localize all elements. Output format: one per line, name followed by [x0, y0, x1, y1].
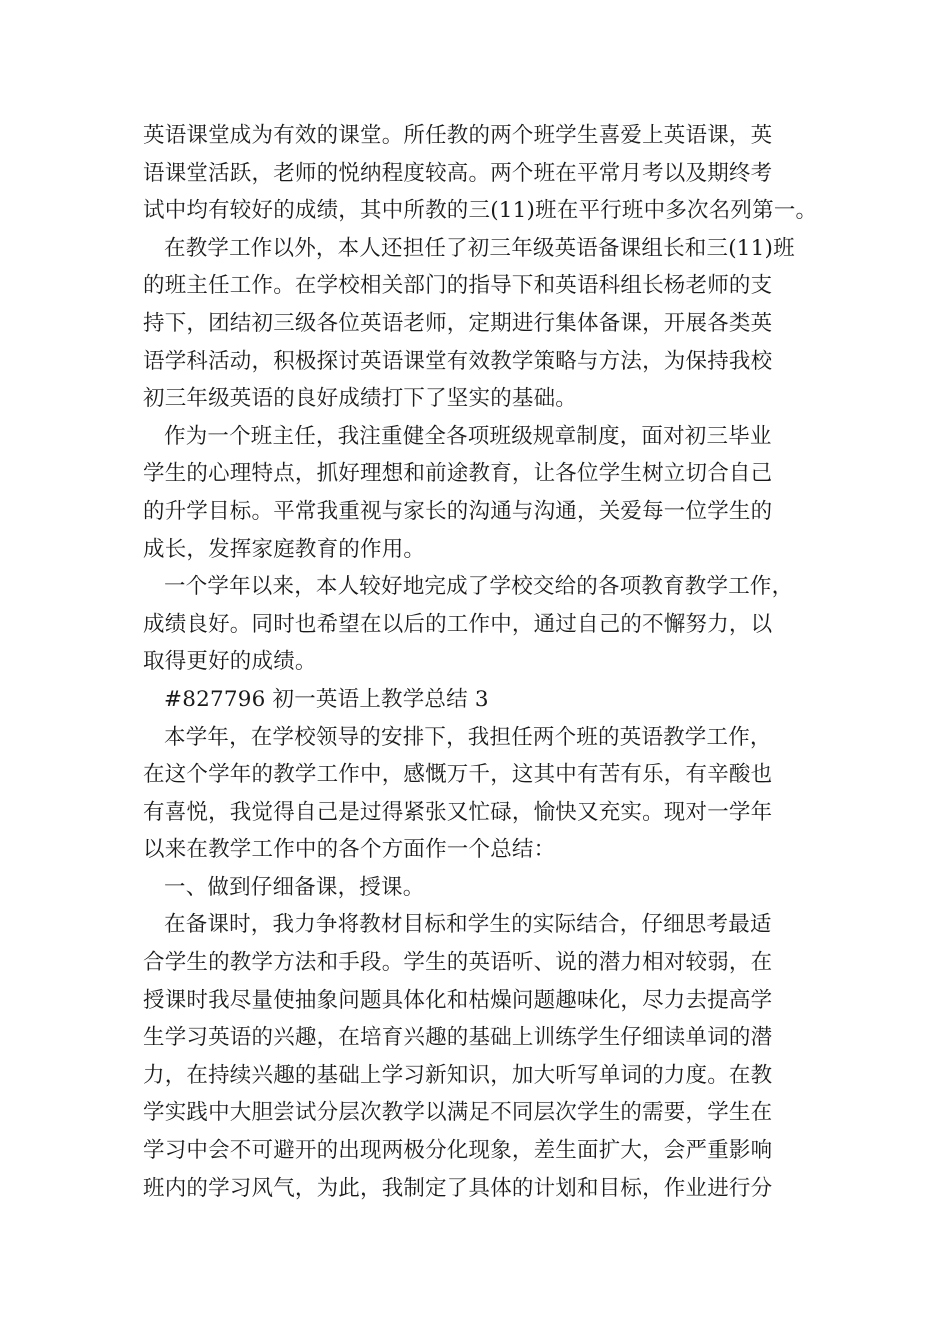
text-line: 在备课时，我力争将教材目标和学生的实际结合，仔细思考最适 [164, 912, 772, 938]
text-line: 英语课堂成为有效的课堂。所任教的两个班学生喜爱上英语课，英 [143, 123, 773, 148]
text-line: #827796 初一英语上教学总结 3 [164, 686, 489, 712]
text-line: 学实践中大胆尝试分层次教学以满足不同层次学生的需要，学生在 [143, 1100, 773, 1126]
text-line: 的班主任工作。在学校相关部门的指导下和英语科组长杨老师的支 [143, 273, 773, 299]
text-line: 语学科活动，积极探讨英语课堂有效教学策略与方法，为保持我校 [143, 348, 773, 374]
text-line: 学习中会不可避开的出现两极分化现象，差生面扩大，会严重影响 [143, 1138, 773, 1164]
text-line: 本学年，在学校领导的安排下，我担任两个班的英语教学工作， [164, 724, 772, 750]
text-line: 试中均有较好的成绩，其中所教的三(11)班在平行班中多次名列第一。 [143, 198, 818, 224]
text-line: 的升学目标。平常我重视与家长的沟通与沟通，关爱每一位学生的 [143, 498, 773, 524]
document-body [143, 117, 818, 1207]
text-line: 有喜悦，我觉得自己是过得紧张又忙碌，愉快又充实。现对一学年 [143, 799, 773, 825]
text-line: 在这个学年的教学工作中，感慨万千，这其中有苦有乐，有辛酸也 [143, 762, 773, 788]
text-line: 初三年级英语的良好成绩打下了坚实的基础。 [143, 386, 578, 412]
text-line: 成绩良好。同时也希望在以后的工作中，通过自己的不懈努力，以 [143, 611, 773, 637]
text-line: 持下，团结初三级各位英语老师，定期进行集体备课，开展各类英 [143, 310, 773, 336]
text-line: 班内的学习风气，为此，我制定了具体的计划和目标，作业进行分 [143, 1175, 773, 1201]
text-line: 授课时我尽量使抽象问题具体化和枯燥问题趣味化，尽力去提高学 [143, 987, 773, 1013]
text-line: 取得更好的成绩。 [143, 649, 317, 675]
text-line: 作为一个班主任，我注重健全各项班级规章制度，面对初三毕业 [164, 423, 772, 449]
text-line: 语课堂活跃，老师的悦纳程度较高。两个班在平常月考以及期终考 [143, 160, 773, 186]
text-line: 一个学年以来，本人较好地完成了学校交给的各项教育教学工作， [164, 574, 794, 600]
text-line: 成长，发挥家庭教育的作用。 [143, 536, 426, 562]
text-line: 一、做到仔细备课，授课。 [164, 874, 425, 900]
text-line: 以来在教学工作中的各个方面作一个总结： [143, 837, 556, 863]
text-line: 学生的心理特点，抓好理想和前途教育，让各位学生树立切合自己 [143, 461, 773, 487]
text-line: 力，在持续兴趣的基础上学习新知识，加大听写单词的力度。在教 [143, 1062, 773, 1088]
text-line: 在教学工作以外，本人还担任了初三年级英语备课组长和三(11)班 [164, 235, 795, 261]
text-line: 生学习英语的兴趣，在培育兴趣的基础上训练学生仔细读单词的潜 [143, 1025, 773, 1051]
text-line: 合学生的教学方法和手段。学生的英语听、说的潜力相对较弱，在 [143, 950, 773, 976]
